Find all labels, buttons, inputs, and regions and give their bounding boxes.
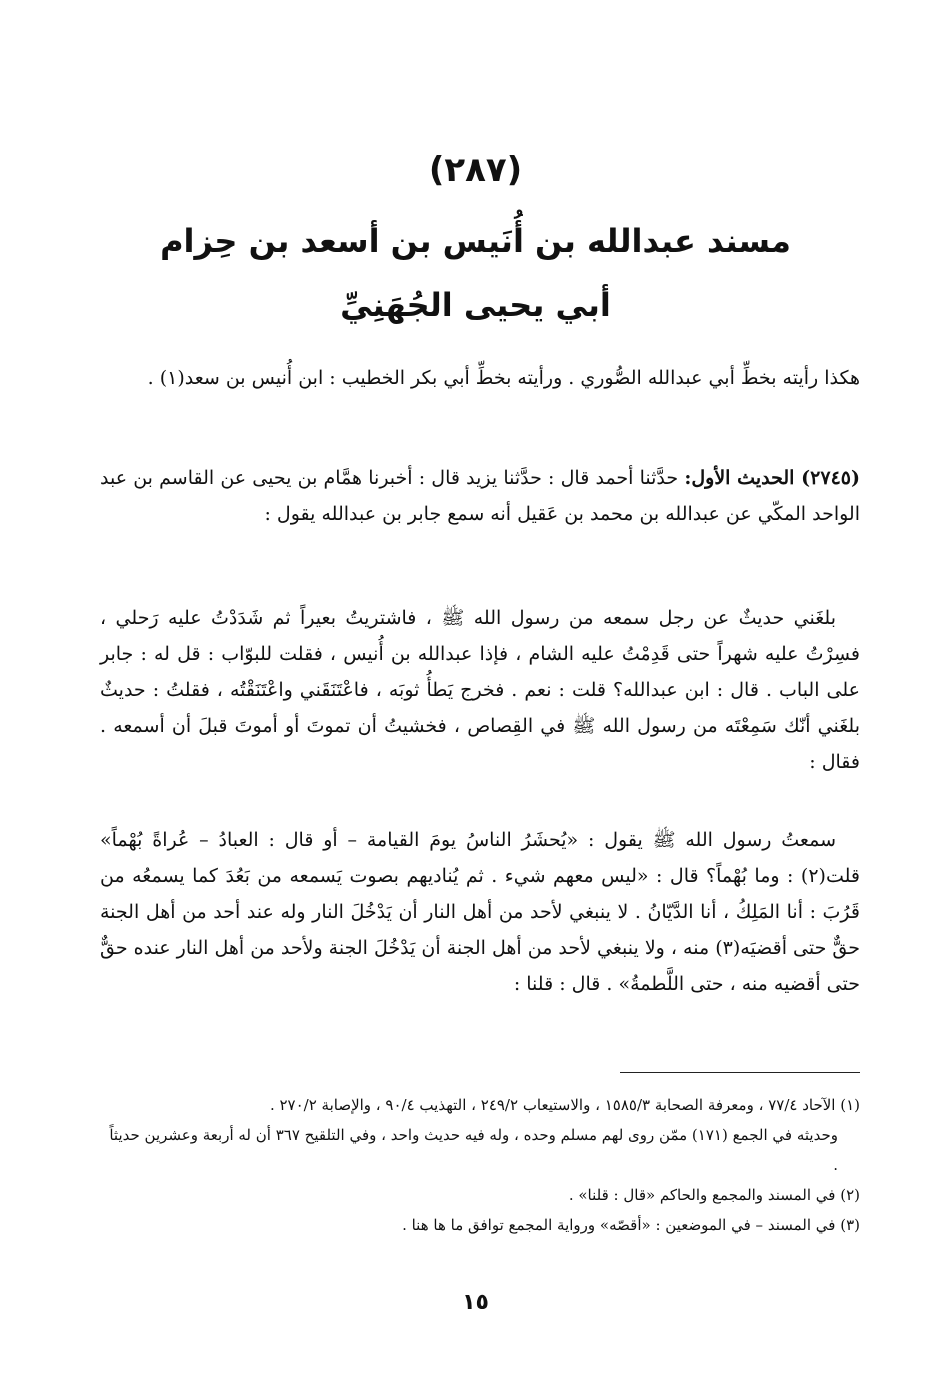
hadith-chain: حدَّثنا أحمد قال : حدَّثنا يزيد قال : أخبرنا همَّام بن يحيى عن القاسم بن عبد الواحد المكّي عن عبدالله بن محمد بن عَقيل أنه سمع جابر بن عبدالله يقول : — [100, 467, 860, 525]
footnote-1-continued: وحديثه في الجمع (١٧١) ممّن روى لهم مسلم وحده ، وله فيه حديث واحد ، وفي التلقيح ٣٦٧ أن له أربعة وعشرين حديثاً . — [109, 1126, 838, 1174]
chapter-subtitle: أبي يحيى الجُهَنِيِّ — [340, 286, 611, 324]
chapter-number: (٢٨٧) — [428, 150, 523, 190]
footnote-3: (٣) في المسند – في الموضعين : «أقصّه» ورواية المجمع توافق ما ها هنا . — [402, 1216, 860, 1234]
footnotes — [100, 1090, 860, 1240]
hadith-label: (٢٧٤٥) الحديث الأول: — [684, 467, 860, 489]
narration-paragraph-2 — [100, 822, 860, 1002]
hadith-chain-paragraph — [100, 460, 860, 532]
intro-text: هكذا رأيته بخطِّ أبي عبدالله الصُّوري . ورأيته بخطِّ أبي بكر الخطيب : ابن أُنيس بن سعد(١) . — [147, 367, 860, 389]
narration-text-2: سمعتُ رسول الله ﷺ يقول : «يُحشَرُ الناسُ يومَ القيامة – أو قال : العبادُ – عُراةً بُهْماً» قلت(٢) : وما بُهْماً؟ قال : «ليس معهم شيء . ثم يُناديهم بصوت يَسمعه من بَعُدَ كما يسمعُه من قَرُبَ : أنا المَلِكُ ، أنا الدَّيّانُ . لا ينبغي لأحد من أهل النار أن يَدْخُلَ النار وله عند أحد من أهل الجنة حقٌّ حتى أقضيَه(٣) منه ، ولا ينبغي لأحد من أهل الجنة أن يَدْخُلَ الجنة ولأحد من أهل النار عنده حقٌّ حتى أقضيه منه ، حتى اللَّطمةُ» . قال : قلنا : — [100, 829, 860, 995]
footnote-divider — [620, 1072, 860, 1073]
chapter-title: مسند عبدالله بن أُنَيس بن أسعد بن حِزام — [160, 222, 791, 260]
footnote-2: (٢) في المسند والمجمع والحاكم «قال : قلنا» . — [568, 1186, 860, 1204]
narration-text-1: بلغَني حديثٌ عن رجل سمعه من رسول الله ﷺ ، فاشتريتُ بعيراً ثم شَدَدْتُ عليه رَحلي ، فسِرْتُ عليه شهراً حتى قَدِمْتُ عليه الشام ، فإذا عبدالله بن أُنيس ، فقلت للبوّاب : قل له : جابر على الباب . قال : ابن عبدالله؟ قلت : نعم . فخرج يَطأُ ثوبَه ، فاعْتَنَقَني واعْتَنَقْتُه ، فقلتُ : حديثٌ بلغَني أنّك سَمِعْتَه من رسول الله ﷺ في القِصاص ، فخشيتُ أن تموتَ أو أموتَ قبلَ أن أسمعه . فقال : — [100, 607, 860, 773]
intro-paragraph — [100, 360, 860, 396]
page-number: ١٥ — [462, 1290, 489, 1315]
footnote-1: (١) الآحاد ٧٧/٤ ، ومعرفة الصحابة ١٥٨٥/٣ ، والاستيعاب ٢٤٩/٢ ، التهذيب ٩٠/٤ ، والإصابة ٢٧٠/٢ . — [269, 1096, 860, 1114]
narration-paragraph-1 — [100, 600, 860, 780]
